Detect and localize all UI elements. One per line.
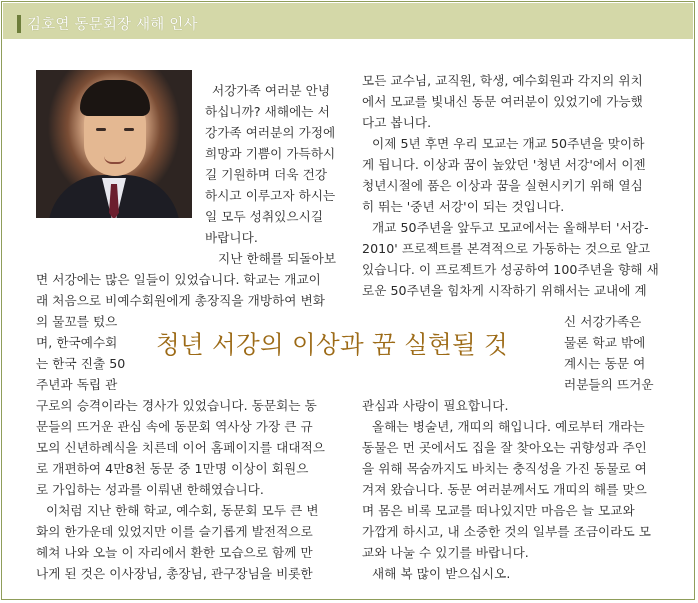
right-column-line: 있습니다. 이 프로젝트가 성공하여 100주년을 향해 새 <box>362 262 659 277</box>
right-column-line: 을 위해 목숨까지도 바치는 충직성을 가진 동물로 여 <box>362 461 647 476</box>
left-column-line: 구로의 승격이라는 경사가 있었습니다. 동문회는 동 <box>36 398 317 413</box>
left-column-line: 래 처음으로 비예수회원에게 총장직을 개방하여 변화 <box>36 293 326 308</box>
left-column-line: 하시고 이루고자 하시는 <box>205 188 336 203</box>
left-column-line: 로 개편하여 4만8천 동문 중 1만명 이상이 회원으 <box>36 461 309 476</box>
left-column-line: 희망과 기쁨이 가득하시 <box>205 146 336 161</box>
portrait-photo <box>36 70 192 218</box>
left-column-line: 헤쳐 나와 오늘 이 자리에서 환한 모습으로 함께 만 <box>36 545 313 560</box>
header-accent-bar <box>17 15 21 33</box>
right-column-line: 동물은 먼 곳에서도 집을 잘 찾아오는 귀향성과 주인 <box>362 440 647 455</box>
right-column-line: 히 뛰는 '중년 서강'이 되는 것입니다. <box>362 199 565 214</box>
right-column-line: 모든 교수님, 교직원, 학생, 예수회원과 각지의 위치 <box>362 73 643 88</box>
left-column-line: 서강가족 여러분 안녕 <box>212 83 331 98</box>
right-column-line: 러분들의 뜨거운 <box>564 377 654 392</box>
right-column-line: 겨져 왔습니다. 동문 여러분께서도 개띠의 해를 맞으 <box>362 482 647 497</box>
left-column-line: 하십니까? 새해에는 서 <box>205 104 330 119</box>
article-title <box>27 13 198 34</box>
left-column-line: 는 한국 진출 50 <box>36 356 126 371</box>
author-name: 김호연 <box>27 17 70 33</box>
left-column-line: 면 서강에는 많은 일들이 있었습니다. 학교는 개교이 <box>36 272 321 287</box>
left-column-line: 화의 한가운데 있었지만 이를 슬기롭게 발전적으로 <box>36 524 313 539</box>
left-column-line: 길 기원하며 더욱 건강 <box>205 167 328 182</box>
right-column-line: 올해는 병술년, 개띠의 해입니다. 예로부터 개라는 <box>372 419 645 434</box>
right-column-line: 가깝게 하시고, 내 소중한 것의 일부를 조금이라도 모 <box>362 524 651 539</box>
left-column-line: 의 물꼬를 텄으 <box>36 314 118 329</box>
right-column-line: 다고 봅니다. <box>362 115 432 130</box>
right-column-line: 관심과 사랑이 필요합니다. <box>362 398 509 413</box>
left-column-line: 지난 한해를 되돌아보 <box>218 251 337 266</box>
right-column-line: 로운 50주년을 힘차게 시작하기 위해서는 교내에 계 <box>362 283 647 298</box>
right-column-line: 물론 학교 밖에 <box>564 335 646 350</box>
right-column-line: 개교 50주년을 앞두고 모교에서는 올해부터 '서강- <box>372 220 649 235</box>
left-column-line: 며, 한국예수회 <box>36 335 118 350</box>
right-column-line: 이제 5년 후면 우리 모교는 개교 50주년을 맞이하 <box>372 136 645 151</box>
left-column-line: 강가족 여러분의 가정에 <box>205 125 336 140</box>
title-rest: 동문회장 새해 인사 <box>74 17 198 33</box>
left-column-line: 로 가입하는 성과를 이뤄낸 한해였습니다. <box>36 482 264 497</box>
left-column-line: 문들의 뜨거운 관심 속에 동문회 역사상 가장 큰 규 <box>36 419 313 434</box>
left-column-line: 모의 신년하례식을 치른데 이어 홈페이지를 대대적으 <box>36 440 326 455</box>
right-column-line: 청년시절에 품은 이상과 꿈을 실현시키기 위해 열심 <box>362 178 643 193</box>
right-column-line: 2010' 프로젝트를 본격적으로 가동하는 것으로 알고 <box>362 241 651 256</box>
right-column-line: 게 됩니다. 이상과 꿈이 높았던 '청년 서강'에서 이젠 <box>362 157 646 172</box>
left-column-line: 이처럼 지난 한해 학교, 예수회, 동문회 모두 큰 변 <box>46 503 319 518</box>
pull-quote-headline: 청년 서강의 이상과 꿈 실현될 것 <box>156 330 509 359</box>
right-column-line: 에서 모교를 빛내신 동문 여러분이 있었기에 가능했 <box>362 94 643 109</box>
right-column-line: 새해 복 많이 받으십시오. <box>372 566 511 581</box>
left-column-line: 나게 된 것은 이사장님, 총장님, 관구장님을 비롯한 <box>36 566 313 581</box>
article-header <box>3 3 693 39</box>
right-column-line: 계시는 동문 여 <box>564 356 646 371</box>
left-column-line: 주년과 독립 관 <box>36 377 118 392</box>
right-column-line: 교와 나눌 수 있기를 바랍니다. <box>362 545 529 560</box>
right-column-line: 신 서강가족은 <box>564 314 642 329</box>
right-column-line: 며 몸은 비록 모교를 떠나있지만 마음은 늘 모교와 <box>362 503 635 518</box>
left-column-line: 바랍니다. <box>205 230 258 245</box>
left-column-line: 일 모두 성취있으시길 <box>205 209 324 224</box>
